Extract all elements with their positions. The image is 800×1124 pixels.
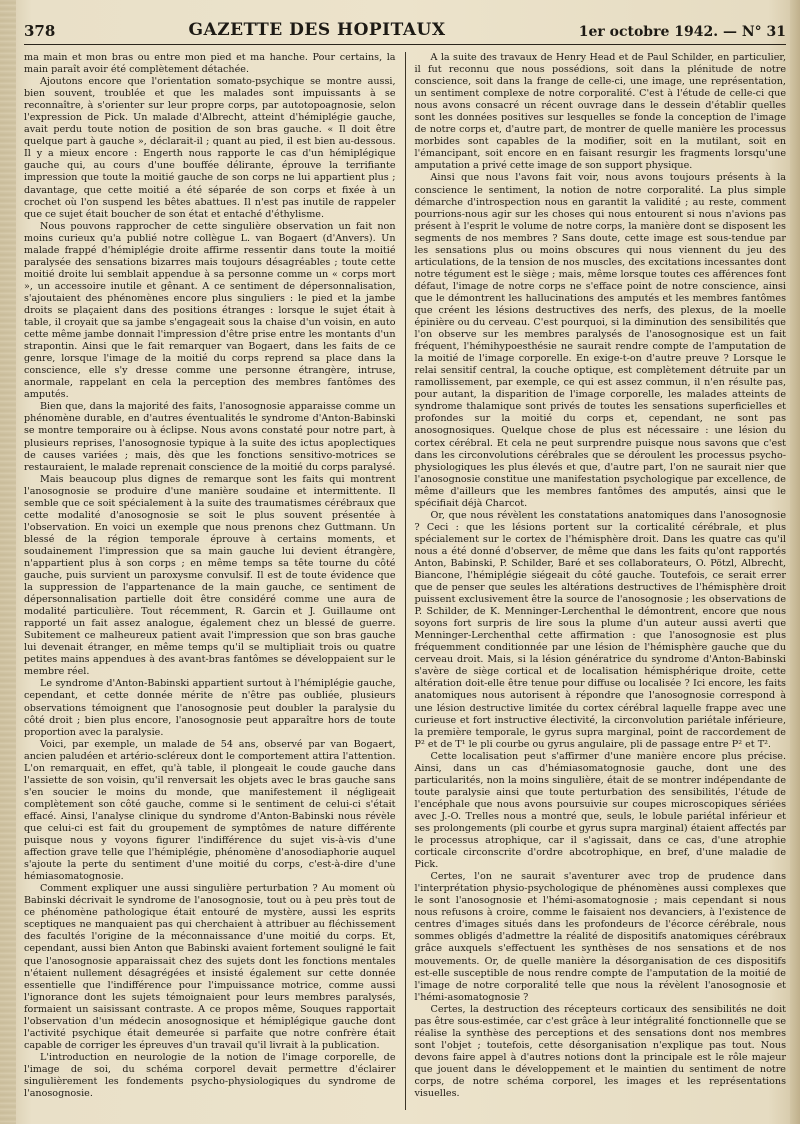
paragraph: Mais beaucoup plus dignes de remarque sont les faits qui montrent l'anosognosie se produire d'une manière soudaine et intermittente. Il semble que ce soit spécialement à la suite des traumatismes cérébraux que cette modalité d'anosognosie se soit le plus souvent présentée à l'observation. En voici un exemple que nous prenons chez Guttmann. Un blessé de la région temporale éprouve à certains moments, et soudainement l'impression que sa main gauche lui devient étrangère, n'appartient plus à son corps ; en même temps sa tête tourne du côté gauche, puis survient un paroxysme convulsif. Il est de toute évidence que la suppression de l'appartenance de la main gauche, ce sentiment de dépersonnalisation partielle doit être considéré comme une aura de modalité particulière. Tout récemment, R. Garcin et J. Guillaume ont rapporté un fait assez analogue, également chez un blessé de guerre. Subitement ce malheureux patient avait l'impression que son bras gauche lui devenait étranger, en même temps qu'il se multipliait trois ou quatre petites mains appendues à des avant-bras fantômes se développaient sur le membre réel. — [24, 473, 396, 678]
paragraph: Or, que nous révèlent les constatations anatomiques dans l'anosognosie ? Ceci : que les lésions portent sur la corticalité cérébrale, et plus spécialement sur le cortex de l'hémisphère droit. Dans les quatre cas qu'il nous a été donné d'observer, de même que dans les faits qu'ont rapportés Anton, Babinski, P. Schilder, Baré et ses collaborateurs, O. Pötzl, Albrecht, Biancone, l'hémiplégie siégeait du côté gauche. Toutefois, ce serait errer que de penser que seules les altérations destructives de l'hémisphère droit puissent exclusivement être la source de l'anosognosie ; les observations de P. Schilder, de K. Menninger-Lerchenthal le démontrent, encore que nous soyons fort surpris de lire sous la plume d'un auteur aussi averti que Menninger-Lerchenthal cette affirmation : que l'anosognosie est plus fréquemment conditionnée par une lésion de l'hémisphère gauche que du cerveau droit. Mais, si la lésion génératrice du syndrome d'Anton-Babinski s'avère de siège cortical et de localisation hémisphérique droite, cette altération doit-elle être tenue pour diffuse ou localisée ? Ici encore, les faits anatomiques nous autorisent à répondre que l'anosognosie correspond à une lésion destructive limitée du cortex cérébral laquelle frappe avec une curieuse et fort instructive électivité, la circonvolution pariétale inférieure, la première temporale, le gyrus supra marginal, point de raccordement de P² et de T¹ le pli courbe ou gyrus angulaire, pli de passage entre P² et T². — [414, 509, 786, 750]
issue-date: 1er octobre 1942. — N° 31 — [578, 24, 786, 40]
left-column — [24, 52, 405, 1110]
page-binding-edge — [0, 0, 16, 1124]
paragraph: Certes, l'on ne saurait s'aventurer avec trop de prudence dans l'interprétation physio-psychologique de phénomènes aussi complexes que le sont l'anosognosie et l'hémi-asomatognosie ; mais cependant si nous nous refusons à croire, comme le faisaient nos devanciers, à l'existence de centres d'images situés dans les profondeurs de l'écorce cérébrale, nous sommes obligés d'admettre la réalité de dispositifs anatomiques cérébraux grâce auxquels s'effectuent les synthèses de nos sensations et de nos mouvements. Or, de quelle manière la désorganisation de ces dispositifs est-elle susceptible de nous rendre compte de l'amputation de la moitié de l'image de notre corporalité telle que nous la révèlent l'anosognosie et l'hémi-asomatognosie ? — [414, 871, 786, 1003]
paragraph: ma main et mon bras ou entre mon pied et ma hanche. Pour certains, la main paraît avoir été complètement détachée. — [24, 52, 396, 76]
page-right-edge — [790, 0, 800, 1124]
paragraph: Cette localisation peut s'affirmer d'une manière encore plus précise. Ainsi, dans un cas d'hémiasomatognosie gauche, dont une des particularités, non la moins singulière, était de se montrer indépendante de toute paralysie ainsi que toute perturbation des sensibilités, l'étude de l'encéphale que nous avons poursuivie sur coupes microscopiques sériées avec J.-O. Trelles nous a montré que, seuls, le lobule pariétal inférieur et ses prolongements (pli courbe et gyrus supra marginal) étaient affectés par le processus atrophique, car il s'agissait, dans ce cas, d'une atrophie corticale circonscrite d'ordre abcotrophique, en bref, d'une maladie de Pick. — [414, 750, 786, 871]
paragraph: Voici, par exemple, un malade de 54 ans, observé par van Bogaert, ancien paludéen et artério-scléreux dont le comportement attira l'attention. L'on remarquait, en effet, qu'à table, il plongeait le coude gauche dans l'assiette de son voisin, qu'il renversait les objets avec le bras gauche sans s'en soucier le moins du monde, que manifestement il négligeait complètement son côté gauche, comme si le sentiment de celui-ci s'était effacé. Ainsi, l'analyse clinique du syndrome d'Anton-Babinski nous révèle que celui-ci est fait du groupement de symptômes de nature différente puisque nous y voyons figurer l'indifférence du sujet vis-à-vis d'une affection grave telle que l'hémiplégie, phénomène d'anosodiaphorie auquel s'ajoute la perte du sentiment d'une moitié du corps, c'est-à-dire d'une hémiasomatognosie. — [24, 738, 396, 883]
paragraph: Bien que, dans la majorité des faits, l'anosognosie apparaisse comme un phénomène durable, en d'autres éventualités le syndrome d'Anton-Babinski se montre temporaire ou à éclipse. Nous avons constaté pour notre part, à plusieurs reprises, l'anosognosie typique à la suite des ictus apoplectiques de causes variées ; mais, dès que les fonctions sensitivo-motrices se restauraient, le malade reprenait conscience de la moitié du corps paralysé. — [24, 401, 396, 473]
page-header — [24, 6, 786, 45]
paragraph: Comment expliquer une aussi singulière perturbation ? Au moment où Babinski décrivait le syndrome de l'anosognosie, tout ou à peu près tout de ce phénomène pathologique était entouré de mystère, aussi les esprits sceptiques ne manquaient pas qui cherchaient à attribuer au fléchissement des facultés l'origine de la méconnaissance d'une moitié du corps. Et, cependant, aussi bien Anton que Babinski avaient fortement souligné le fait que l'anosognosie apparaissait chez des sujets dont les fonctions mentales n'étaient nullement désagrégées et insisté également sur cette donnée essentielle que l'indifférence pour l'impuissance motrice, comme aussi l'ignorance dont les sujets témoignaient pour leurs membres paralysés, formaient un saisissant contraste. A ce propos même, Souques rapportait l'observation d'un médecin anosognosique et hémiplégique gauche dont l'activité psychique était demeurée si parfaite que notre confrère était capable de corriger les épreuves d'un travail qu'il livrait à la publication. — [24, 883, 396, 1051]
paragraph: Nous pouvons rapprocher de cette singulière observation un fait non moins curieux qu'a publié notre collègue L. van Bogaert (d'Anvers). Un malade frappé d'hémiplégie droite affirme ressentir dans toute la moitié paralysée des sensations bizarres mais toujours désagréables ; toute cette moitié droite lui semblait appendue à sa personne comme un « corps mort », un accessoire inutile et gênant. A ce sentiment de dépersonnalisation, s'ajoutaient des phénomènes encore plus singuliers : le pied et la jambe droits se plaçaient dans des positions étranges : lorsque le sujet était à table, il croyait que sa jambe s'engageait sous la chaise d'un voisin, en auto cette même jambe donnait l'impression d'être prise entre les montants d'un strapontin. Ainsi que le fait remarquer van Bogaert, dans les faits de ce genre, lorsque l'image de la moitié du corps reprend sa place dans la conscience, elle s'y dresse comme une personne étrangère, intruse, anormale, rappelant en cela la perception des membres fantômes des amputés. — [24, 220, 396, 401]
paragraph: A la suite des travaux de Henry Head et de Paul Schilder, en particulier, il fut reconnu que nous possédions, soit dans la plénitude de notre conscience, soit dans la frange de celle-ci, une image, une représentation, un sentiment complexe de notre corporalité. C'est à l'étude de celle-ci que nous avons consacré un récent ouvrage dans le dessein d'établir quelles sont les données positives sur lesquelles se fonde la conception de l'image de notre corps et, d'autre part, de montrer de quelle manière les processus morbides sont capables de la modifier, soit en la mutilant, soit en l'émancipant, soit encore en en faisant resurgir les fragments lorsqu'une amputation a privé cette image de son support physique. — [414, 52, 786, 172]
journal-title: GAZETTE DES HOPITAUX — [188, 20, 446, 40]
page-number: 378 — [24, 22, 56, 40]
paragraph: Ajoutons encore que l'orientation somato-psychique se montre aussi, bien souvent, troublée et que les malades sont impuissants à se reconnaître, à s'orienter sur leur propre corps, par autotopoagnosie, selon l'expression de Pick. Un malade d'Albrecht, atteint d'hémiplégie gauche, avait perdu toute notion de position de son bras gauche. « Il doit être quelque part à gauche », déclarait-il ; quant au pied, il est bien au-dessous. Il y a mieux encore : Engerth nous rapporte le cas d'un hémiplégique gauche qui, au cours d'une bouffée délirante, éprouve la terrifiante impression que toute la moitié gauche de son corps ne lui appartient plus ; davantage, que cette moitié a été séparée de son corps et fixée à un crochet où l'on suspend les bêtes abattues. Il n'est pas inutile de rappeler que ce sujet était boucher de son état et entaché d'éthylisme. — [24, 76, 396, 220]
paragraph: Certes, la destruction des récepteurs corticaux des sensibilités ne doit pas être sous-estimée, car c'est grâce à leur intégralité fonctionnelle que se réalise la synthèse des perceptions et des sensations dont nos membres sont l'objet ; toutefois, cette désorganisation n'explique pas tout. Nous devons faire appel à d'autres notions dont la principale est le rôle majeur que jouent dans le développement et le maintien du sentiment de notre corps, de notre schéma corporel, les images et les représentations visuelles. — [414, 1003, 786, 1100]
article-body — [24, 52, 786, 1110]
paragraph: L'introduction en neurologie de la notion de l'image corporelle, de l'image de soi, du schéma corporel devait permettre d'éclairer singulièrement les fondements psycho-physiologiques du syndrome de l'anosognosie. — [24, 1051, 396, 1100]
paragraph: Ainsi que nous l'avons fait voir, nous avons toujours présents à la conscience le sentiment, la notion de notre corporalité. La plus simple démarche d'introspection nous en garantit la validité ; au reste, comment pourrions-nous agir sur les choses qui nous entourent si nous n'avions pas présent à l'esprit le volume de notre corps, la manière dont se disposent les segments de nos membres ? Sans doute, cette image est sous-tendue par les sensations plus ou moins obscures qui nous viennent du jeu des articulations, de la tension de nos muscles, des excitations incessantes dont notre tégument est le siège ; mais, même lorsque toutes ces afférences font défaut, l'image de notre corps ne s'efface point de notre conscience, ainsi que le démontrent les hallucinations des amputés et les membres fantômes que créent les lésions destructives des nerfs, des plexus, de la moelle épinière ou du cerveau. C'est pourquoi, si la diminution des sensibilités que l'on observe sur les membres paralysés de l'anosognosique est un fait fréquent, l'hémihypoesthésie ne saurait rendre compte de l'amputation de la moitié de l'image corporelle. En exige-t-on d'autre preuve ? Lorsque le relai sensitif central, la couche optique, est complètement détruite par un ramollissement, par exemple, ce qui est assez commun, il n'en résulte pas, pour autant, la disparition de l'image corporelle, les malades atteints de syndrome thalamique sont privés de toutes les sensations superficielles et profondes sur la moitié du corps et, cependant, ne sont pas anosognosiques. Quelque chose de plus est nécessaire : une lésion du cortex cérébral. Et cela ne peut surprendre puisque nous savons que c'est dans les circonvolutions cérébrales que se déroulent les processus psycho-physiologiques les plus élevés et que, d'autre part, l'on ne saurait nier que l'anosognosie constitue une manifestation psychologique par excellence, de même d'ailleurs que les membres fantômes des amputés, ainsi que le spécifiait déjà Charcot. — [414, 172, 786, 509]
paragraph: Le syndrome d'Anton-Babinski appartient surtout à l'hémiplégie gauche, cependant, et cette donnée mérite de n'être pas oubliée, plusieurs observations témoignent que l'anosognosie peut doubler la paralysie du côté droit ; bien plus encore, l'anosognosie peut apparaître hors de toute proportion avec la paralysie. — [24, 678, 396, 738]
right-column — [405, 52, 787, 1110]
